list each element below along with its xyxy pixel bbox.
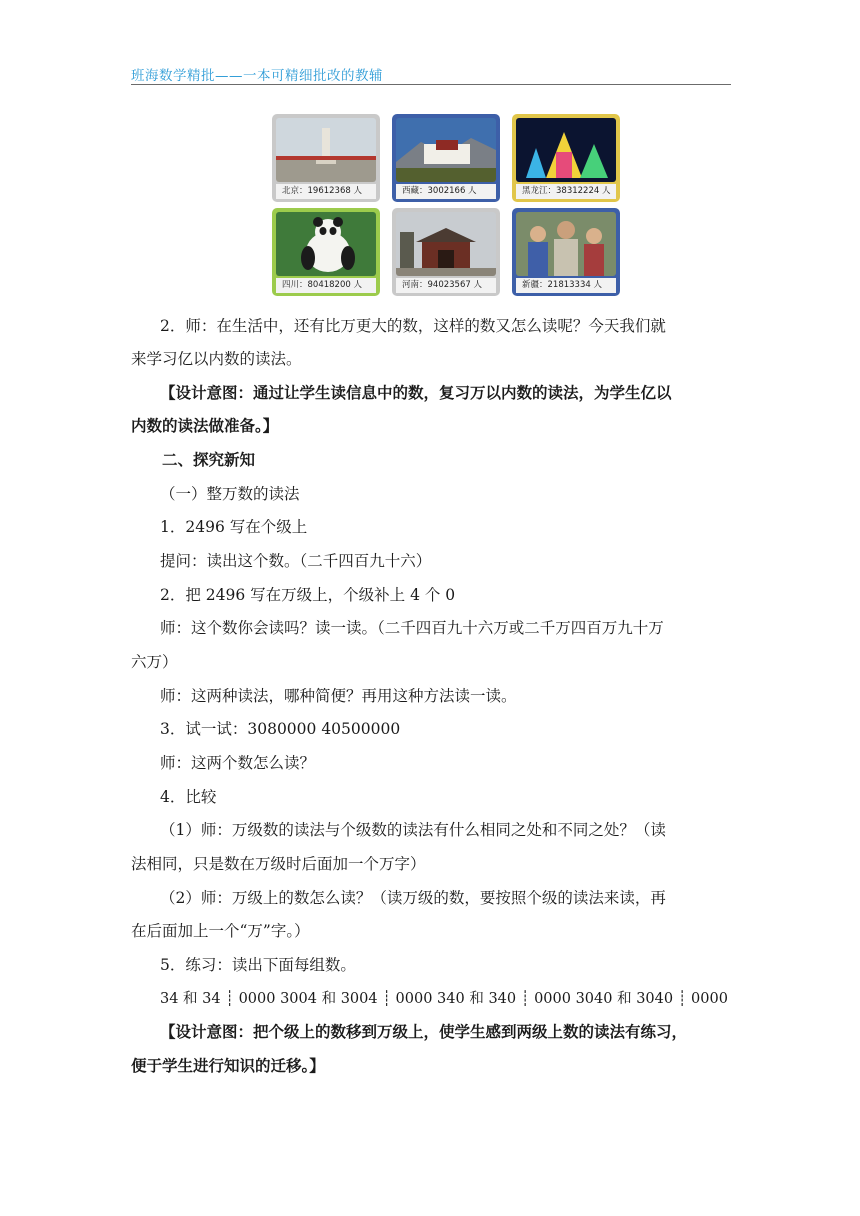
photo-caption: 河南：94023567 人 — [396, 278, 496, 293]
design-intent-line: 【设计意图：把个级上的数移到万级上，使学生感到两级上数的读法有练习， — [160, 1022, 688, 1041]
text-line: 师：这两种读法，哪种简便？再用这种方法读一读。 — [160, 687, 517, 705]
temple-image — [396, 212, 496, 276]
province-photo-grid — [272, 114, 614, 298]
photo-caption: 黑龙江：38312224 人 — [516, 184, 616, 199]
design-intent-line: 【设计意图：通过让学生读信息中的数，复习万以内数的读法，为学生亿以 — [160, 383, 672, 402]
text-line: （2）师：万级上的数怎么读？（读万级的数，要按照个级的读法来读，再 — [160, 889, 666, 907]
page-header — [131, 60, 731, 85]
text-line: 3．试一试：3080000 40500000 — [160, 720, 401, 738]
photo-caption: 四川：80418200 人 — [276, 278, 376, 293]
text-line: 4．比较 — [160, 788, 217, 806]
number-pairs-line: 34 和 34 ┊ 0000 3004 和 3004 ┊ 0000 340 和 340 ┊ 0000 3040 和 3040 ┊ 0000 — [160, 991, 728, 1007]
text-line: 在后面加上一个“万”字。） — [131, 922, 310, 940]
text-line: 5．练习：读出下面每组数。 — [160, 956, 356, 974]
people-image — [516, 212, 616, 276]
panda-image — [276, 212, 376, 276]
text-line: 师：这两个数怎么读？ — [160, 754, 316, 772]
text-line: 师：这个数你会读吗？读一读。（二千四百九十六万或二千万四百万九十万 — [160, 619, 664, 637]
photo-sichuan — [272, 208, 380, 296]
design-intent-line: 便于学生进行知识的迁移。】 — [131, 1056, 325, 1075]
text-line: 法相同，只是数在万级时后面加一个万字） — [131, 855, 426, 873]
ice-festival-image — [516, 118, 616, 182]
photo-caption: 西藏：3002166 人 — [396, 184, 496, 199]
text-line: （1）师：万级数的读法与个级数的读法有什么相同之处和不同之处？（读 — [160, 821, 666, 839]
photo-heilongjiang — [512, 114, 620, 202]
photo-beijing — [272, 114, 380, 202]
text-line: 2．把 2496 写在万级上，个级补上 4 个 0 — [160, 586, 456, 604]
potala-image — [396, 118, 496, 182]
section-heading: 二、探究新知 — [162, 450, 256, 469]
photo-caption: 北京：19612368 人 — [276, 184, 376, 199]
header-title: 班海数学精批——一本可精细批改的教辅 — [131, 68, 383, 84]
text-line: 来学习亿以内数的读法。 — [131, 350, 302, 368]
text-line: 2．师：在生活中，还有比万更大的数，这样的数又怎么读呢？今天我们就 — [160, 317, 666, 335]
photo-henan — [392, 208, 500, 296]
photo-tibet — [392, 114, 500, 202]
photo-xinjiang — [512, 208, 620, 296]
design-intent-line: 内数的读法做准备。】 — [131, 416, 279, 435]
tiananmen-image — [276, 118, 376, 182]
subsection-heading: （一）整万数的读法 — [160, 485, 300, 503]
text-line: 1．2496 写在个级上 — [160, 518, 308, 536]
text-line: 提问：读出这个数。（二千四百九十六） — [160, 552, 432, 570]
text-line: 六万） — [131, 653, 178, 671]
photo-caption: 新疆：21813334 人 — [516, 278, 616, 293]
